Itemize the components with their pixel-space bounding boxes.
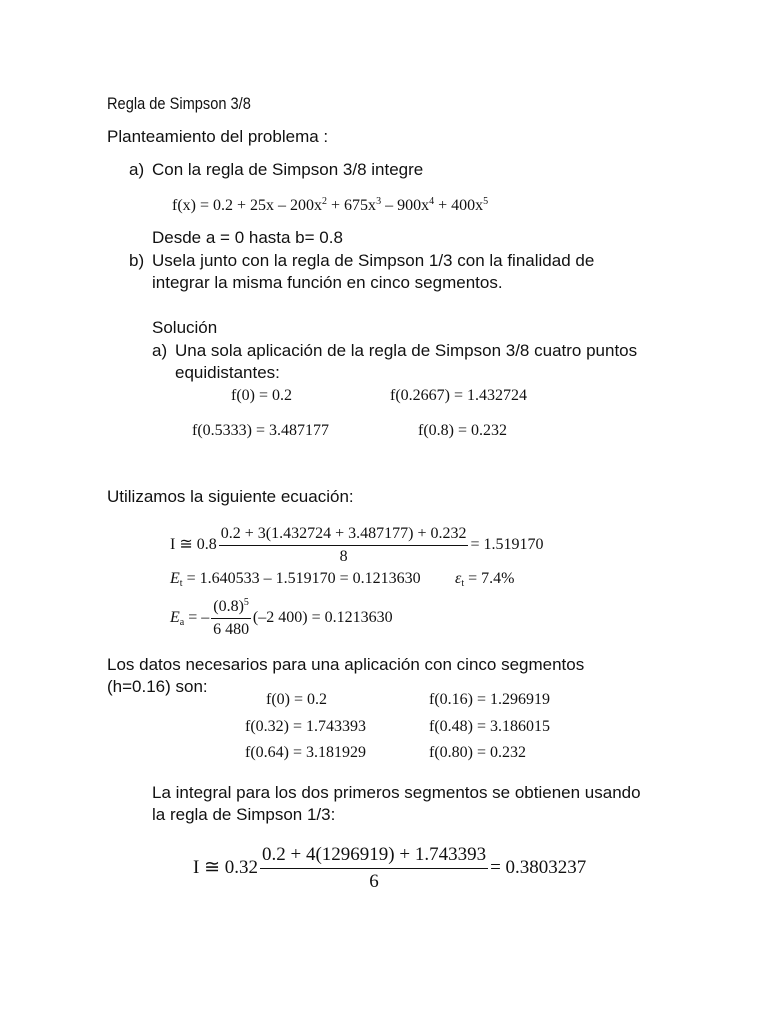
point-38-3: f(0.8) = 0.232 <box>418 422 508 439</box>
relative-error: $\varepsilon_t = 7.4\%$ <box>455 570 515 589</box>
point-5seg-0: f(0) = 0.2 <box>266 691 328 708</box>
solution-a-line2: equidistantes: <box>175 363 280 382</box>
point-5seg-3: f(0.48) = 3.186015 <box>429 718 551 735</box>
point-5seg-1: f(0.16) = 1.296919 <box>429 691 551 708</box>
problem-heading: Planteamiento del problema : <box>107 127 329 146</box>
true-error-equation: $E_t = 1.640533 - 1.519170 = 0.1213630$ <box>170 570 421 589</box>
simpson-38-equation: I ≅ 0.8 $\frac{0.2 + 3(1.432724 + 3.487177) + 0.232}{8}$ = 1.519170 <box>170 525 544 565</box>
data-line2: (h=0.16) son: <box>107 677 208 696</box>
function-equation: $f(x) = 0.2 + 25x - 200x^2 + 675x^3 - 900x^4 + 400x^5$ <box>172 196 489 214</box>
data-line1: Los datos necesarios para una aplicación con cinco segmentos <box>107 655 585 674</box>
point-5seg-4: f(0.64) = 3.181929 <box>245 744 367 761</box>
equation-intro: Utilizamos la siguiente ecuación: <box>107 487 354 506</box>
solution-heading: Solución <box>152 318 218 337</box>
document-title: Regla de Simpson 3/8 <box>107 94 251 113</box>
point-38-0: f(0) = 0.2 <box>231 387 293 404</box>
point-5seg-5: f(0.80) = 0.232 <box>429 744 527 761</box>
integral-line1: La integral para los dos primeros segmentos se obtienen usando <box>152 783 641 802</box>
item-b-line1: Usela junto con la regla de Simpson 1/3 con la finalidad de <box>152 251 595 270</box>
integral-line2: la regla de Simpson 1/3: <box>152 805 336 824</box>
point-38-2: f(0.5333) = 3.487177 <box>192 422 330 439</box>
approx-error-equation: $E_a$ = – $\frac{(0.8)^5}{6 480}$ (–2 400) = 0.1213630 <box>170 597 393 638</box>
item-a-text: Con la regla de Simpson 3/8 integre <box>152 160 424 179</box>
simpson-13-equation: I ≅ 0.32 $\frac{0.2 + 4(1296919) + 1.743393}{6}$ = 0.3803237 <box>193 844 587 892</box>
list-marker-a: a) <box>129 160 145 179</box>
list-marker-b: b) <box>129 251 145 270</box>
solution-marker-a: a) <box>152 341 168 360</box>
point-5seg-2: f(0.32) = 1.743393 <box>245 718 367 735</box>
point-38-1: f(0.2667) = 1.432724 <box>390 387 528 404</box>
solution-a-line1: Una sola aplicación de la regla de Simpson 3/8 cuatro puntos <box>175 341 638 360</box>
limits-text: Desde a = 0 hasta b= 0.8 <box>152 228 343 247</box>
item-b-line2: integrar la misma función en cinco segmentos. <box>152 273 503 292</box>
